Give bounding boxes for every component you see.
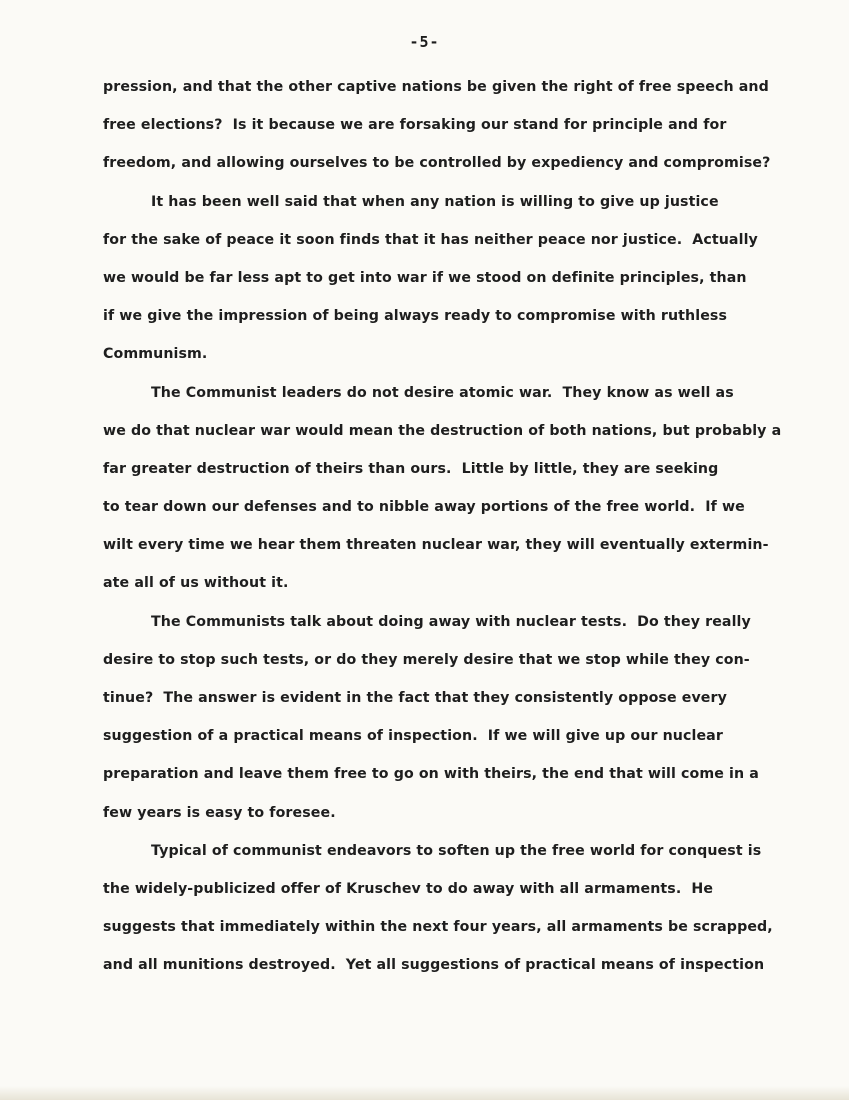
text-line: wilt every time we hear them threaten nuclear war, they will eventually extermin- [103,537,769,554]
text-line: freedom, and allowing ourselves to be controlled by expediency and compromise? [103,155,771,172]
text-line: ate all of us without it. [103,575,289,592]
text-line: we do that nuclear war would mean the destruction of both nations, but probably a [103,422,782,439]
text-line: Communism. [103,346,208,363]
text-line: the widely-publicized offer of Kruschev to do away with all armaments. He [103,880,714,897]
paper-bottom-edge [0,1086,849,1100]
text-line: pression, and that the other captive nations be given the right of free speech and [103,79,769,95]
body-text [103,68,793,985]
text-line: for the sake of peace it soon finds that it has neither peace nor justice. Actually [103,231,758,248]
text-line: we would be far less apt to get into war if we stood on definite principles, than [103,269,747,286]
paragraph-start-line: The Communist leaders do not desire atomic war. They know as well as [151,384,734,401]
text-line: far greater destruction of theirs than ours. Little by little, they are seeking [103,460,719,477]
text-line: few years is easy to foresee. [103,804,336,821]
text-line: free elections? Is it because we are forsaking our stand for principle and for [103,117,727,134]
paragraph-start-line: It has been well said that when any nation is willing to give up justice [151,193,719,210]
text-line: desire to stop such tests, or do they merely desire that we stop while they con- [103,651,750,668]
text-line: if we give the impression of being always ready to compromise with ruthless [103,308,728,325]
text-line: and all munitions destroyed. Yet all suggestions of practical means of inspection [103,957,765,974]
text-line: preparation and leave them free to go on with theirs, the end that will come in a [103,766,759,783]
text-line: to tear down our defenses and to nibble away portions of the free world. If we [103,499,745,516]
page-number: -5- [409,33,440,51]
paragraph-start-line: The Communists talk about doing away with nuclear tests. Do they really [151,613,751,630]
text-line: suggestion of a practical means of inspection. If we will give up our nuclear [103,728,723,745]
paragraph-start-line: Typical of communist endeavors to soften up the free world for conquest is [151,842,762,859]
text-line: tinue? The answer is evident in the fact that they consistently oppose every [103,690,727,706]
text-line: suggests that immediately within the next four years, all armaments be scrapped, [103,919,773,936]
